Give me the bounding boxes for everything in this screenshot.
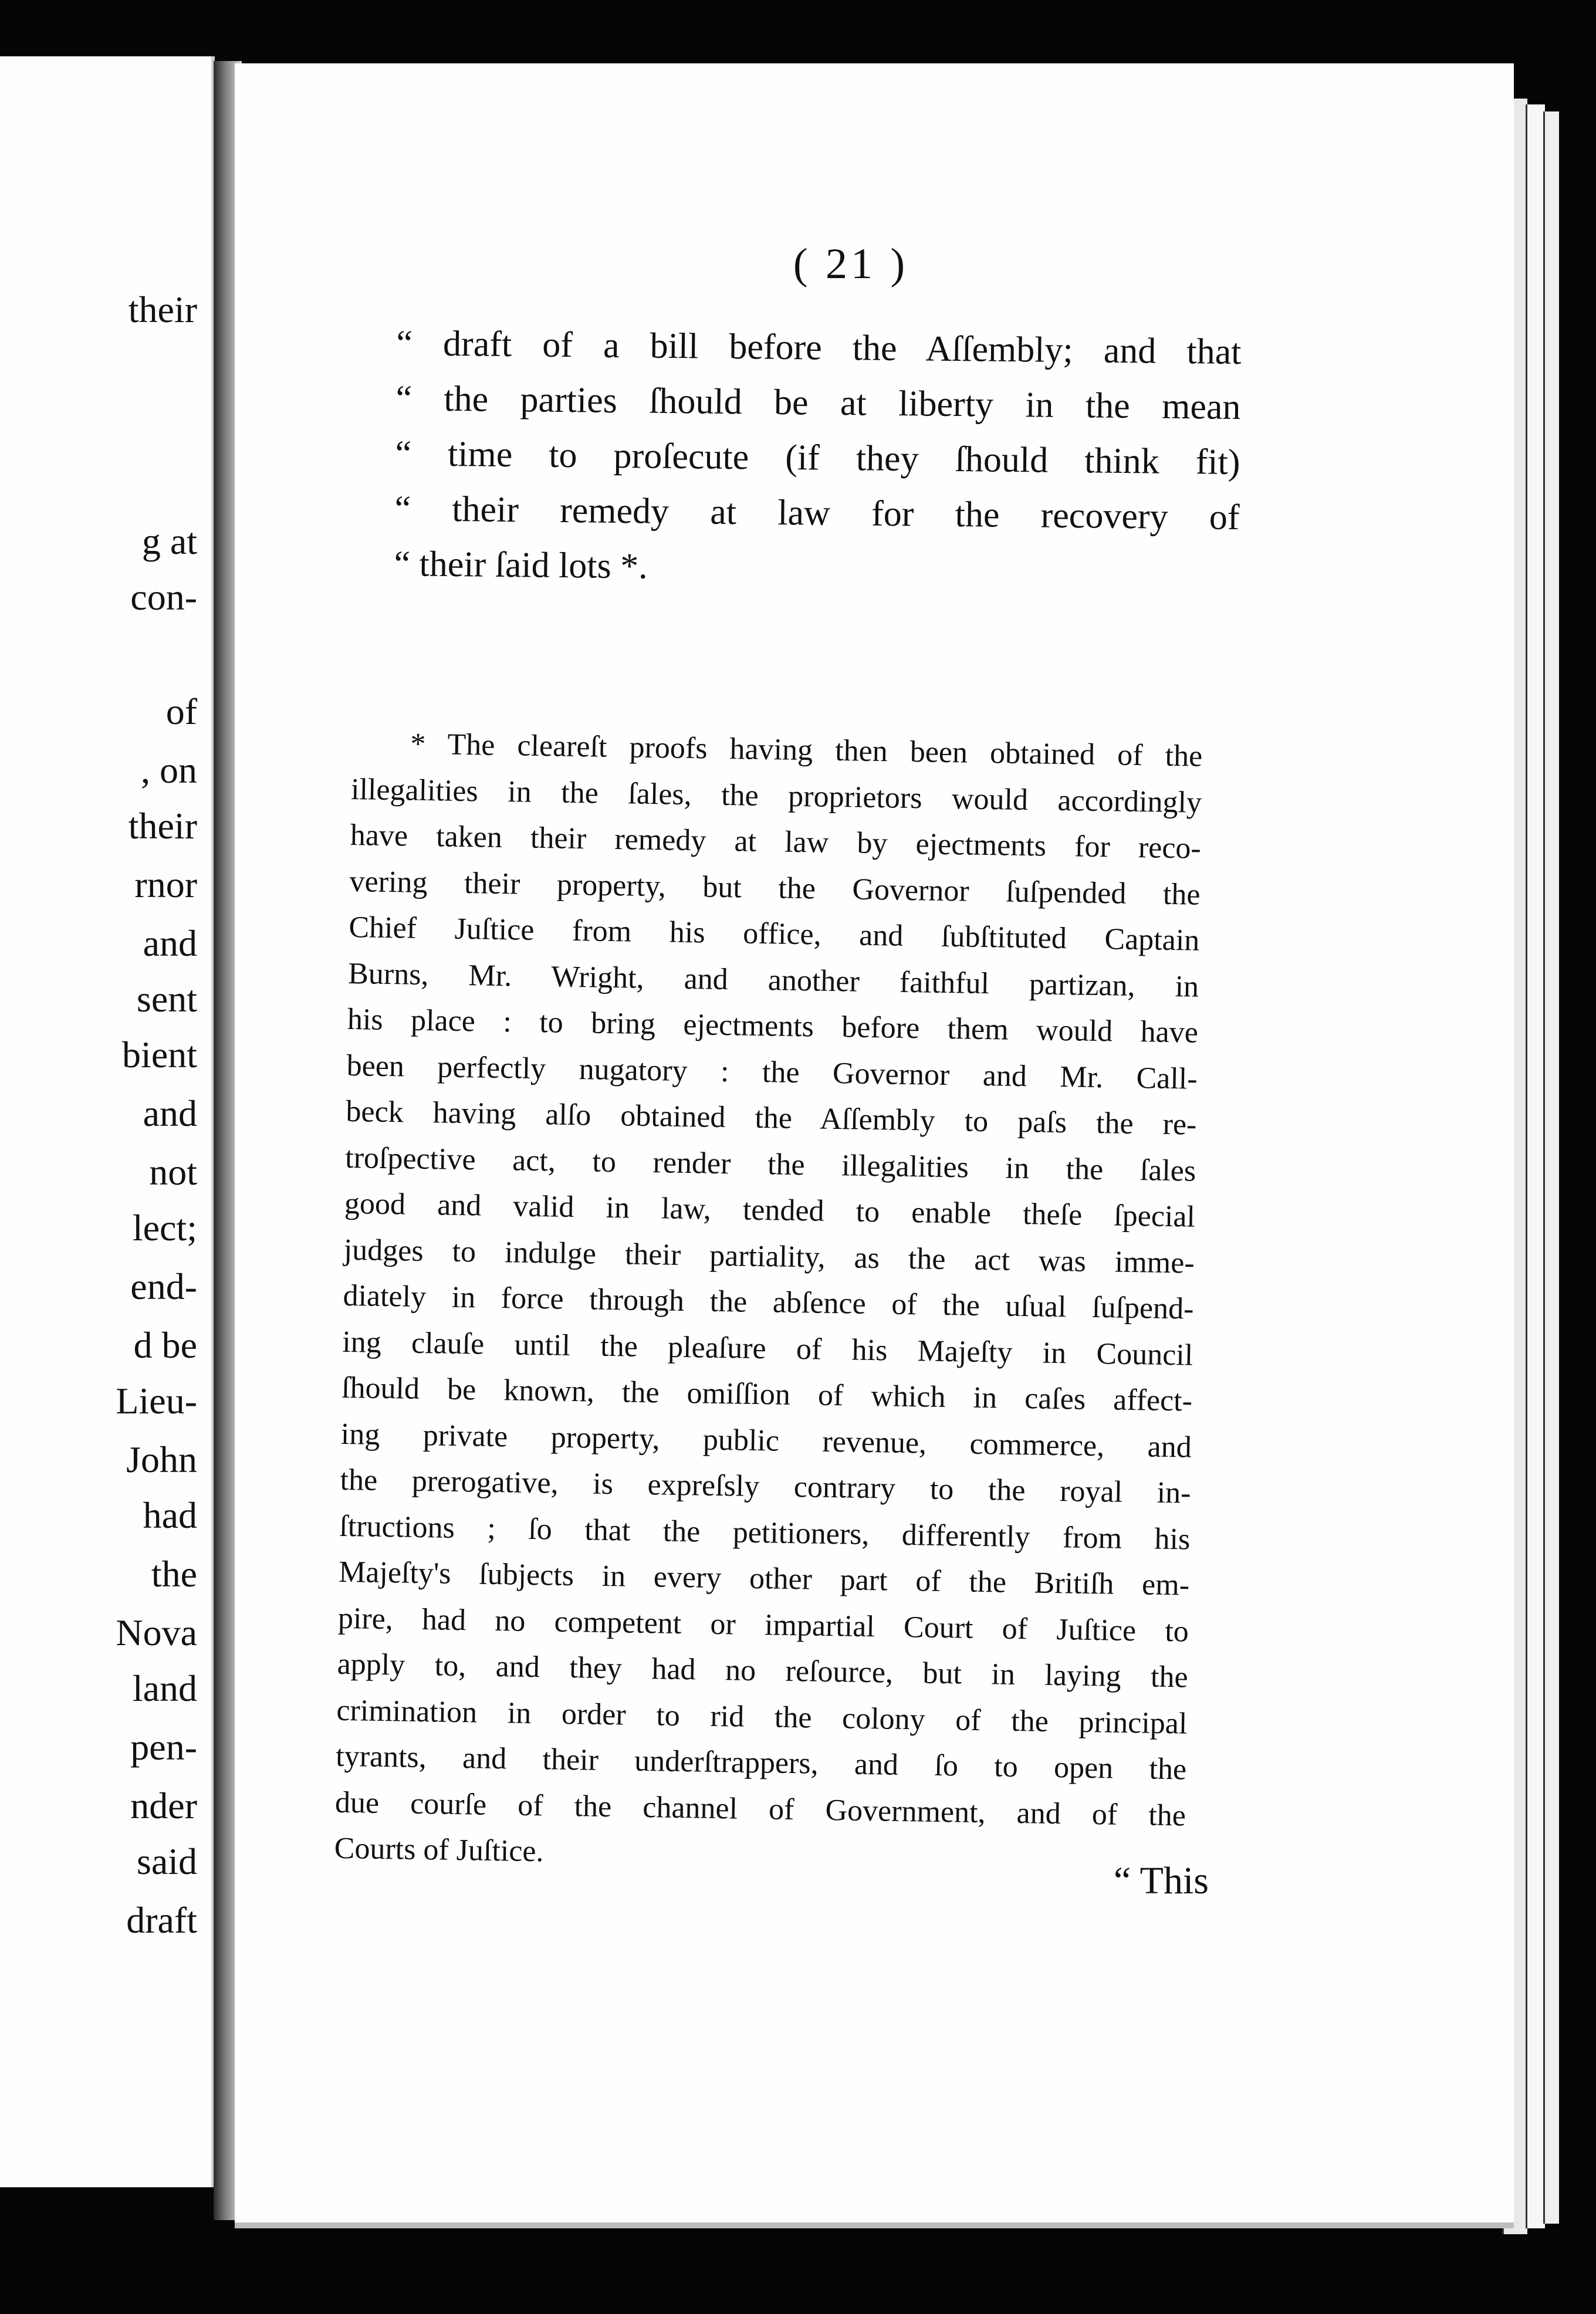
left-page-word: sent	[136, 978, 197, 1020]
footnote-line: tyrants, and their underſtrappers, and ſo to open the	[335, 1739, 1187, 1787]
footnote-line: crimination in order to rid the colony of the principal	[336, 1693, 1188, 1741]
footnote-line: have taken their remedy at law by ejectments for reco-	[350, 818, 1202, 865]
left-page-word: rnor	[134, 864, 197, 905]
footnote	[334, 720, 1203, 1885]
catchword: “ This	[1114, 1859, 1209, 1902]
footnote-line: good and valid in law, tended to enable theſe ſpecial	[344, 1186, 1196, 1234]
left-page-word: end-	[130, 1266, 197, 1307]
footnote-line: his place : to bring ejectments before them would have	[347, 1002, 1199, 1050]
left-page-word: bient	[122, 1034, 197, 1075]
footnote-line: due courſe of the channel of Government, and of the	[334, 1785, 1186, 1833]
text-line: “ time to proſecute (if they ſhould think fit)	[395, 433, 1240, 483]
footnote-line: apply to, and they had no reſource, but in laying the	[337, 1647, 1189, 1694]
footnote-line: diately in force through the abſence of the uſual ſuſpend-	[343, 1278, 1194, 1326]
footnote-line: vering their property, but the Governor ſuſpended the	[349, 864, 1201, 912]
left-page-word: their	[128, 289, 197, 330]
footnote-line: illegalities in the ſales, the proprietors would accordingly	[350, 772, 1202, 820]
left-page-word: of	[165, 691, 197, 732]
page-number: ( 21 )	[793, 240, 909, 288]
text-line: “ their remedy at law for the recovery of	[394, 488, 1240, 538]
left-page-word: had	[143, 1494, 197, 1536]
footnote-line: Burns, Mr. Wright, and another faithful partizan, in	[347, 956, 1199, 1004]
left-page-word: Nova	[116, 1612, 197, 1653]
left-page-word: draft	[126, 1899, 197, 1941]
left-page-word: con-	[130, 576, 197, 618]
left-page-word: and	[143, 922, 197, 964]
left-page-word: John	[126, 1439, 197, 1480]
left-page-word: , on	[141, 749, 197, 791]
footnote-line: judges to indulge their partiality, as the act was imme-	[343, 1233, 1195, 1280]
left-page-word: d be	[133, 1324, 197, 1366]
footnote-line: the prerogative, is expreſsly contrary to the royal in-	[340, 1463, 1191, 1510]
footnote-line: beck having alſo obtained the Aſſembly to paſs the re-	[346, 1094, 1197, 1142]
left-page-word: Lieu-	[116, 1380, 197, 1422]
text-line: “ draft of a bill before the Aſſembly; and that	[396, 323, 1242, 373]
footnote-line: Chief Juſtice from his office, and ſubſtituted Captain	[349, 910, 1200, 958]
left-facing-page	[0, 56, 215, 2187]
footnote-line: * The cleareſt proofs having then been obtained of the	[410, 727, 1203, 773]
text-line: “ their ſaid lots *.	[394, 543, 648, 587]
page-edge	[1543, 111, 1559, 2224]
footnote-line: pire, had no competent or impartial Court of Juſtice to	[337, 1601, 1189, 1649]
right-page	[235, 63, 1514, 2228]
footnote-line: ſhould be known, the omiſſion of which in caſes affect-	[341, 1371, 1193, 1418]
footnote-line: ing private property, public revenue, commerce, and	[340, 1417, 1192, 1464]
footnote-line: troſpective act, to render the illegalities in the ſales	[344, 1141, 1196, 1188]
left-page-word: their	[128, 805, 197, 847]
quoted-text-block	[394, 316, 1242, 600]
left-page-word: g at	[141, 520, 197, 562]
left-page-word: pen-	[130, 1726, 197, 1768]
footnote-line: Majeſty's ſubjects in every other part of the Britiſh em-	[338, 1555, 1190, 1602]
left-page-word: not	[149, 1151, 197, 1193]
left-page-word: land	[132, 1667, 197, 1709]
text-line: “ the parties ſhould be at liberty in the mean	[395, 378, 1241, 428]
footnote-line: Courts of Juſtice.	[334, 1831, 544, 1869]
footnote-line: ing clauſe until the pleaſure of his Majeſty in Council	[341, 1325, 1193, 1372]
left-page-word: said	[136, 1841, 197, 1882]
left-page-word: nder	[130, 1785, 197, 1826]
footnote-line: ſtructions ; ſo that the petitioners, differently from his	[339, 1509, 1191, 1557]
left-page-word: lect;	[132, 1207, 197, 1249]
page-edge	[1526, 104, 1545, 2228]
footnote-line: been perfectly nugatory : the Governor and Mr. Call-	[346, 1048, 1198, 1096]
left-page-word: and	[143, 1092, 197, 1134]
left-page-word: the	[151, 1553, 197, 1595]
